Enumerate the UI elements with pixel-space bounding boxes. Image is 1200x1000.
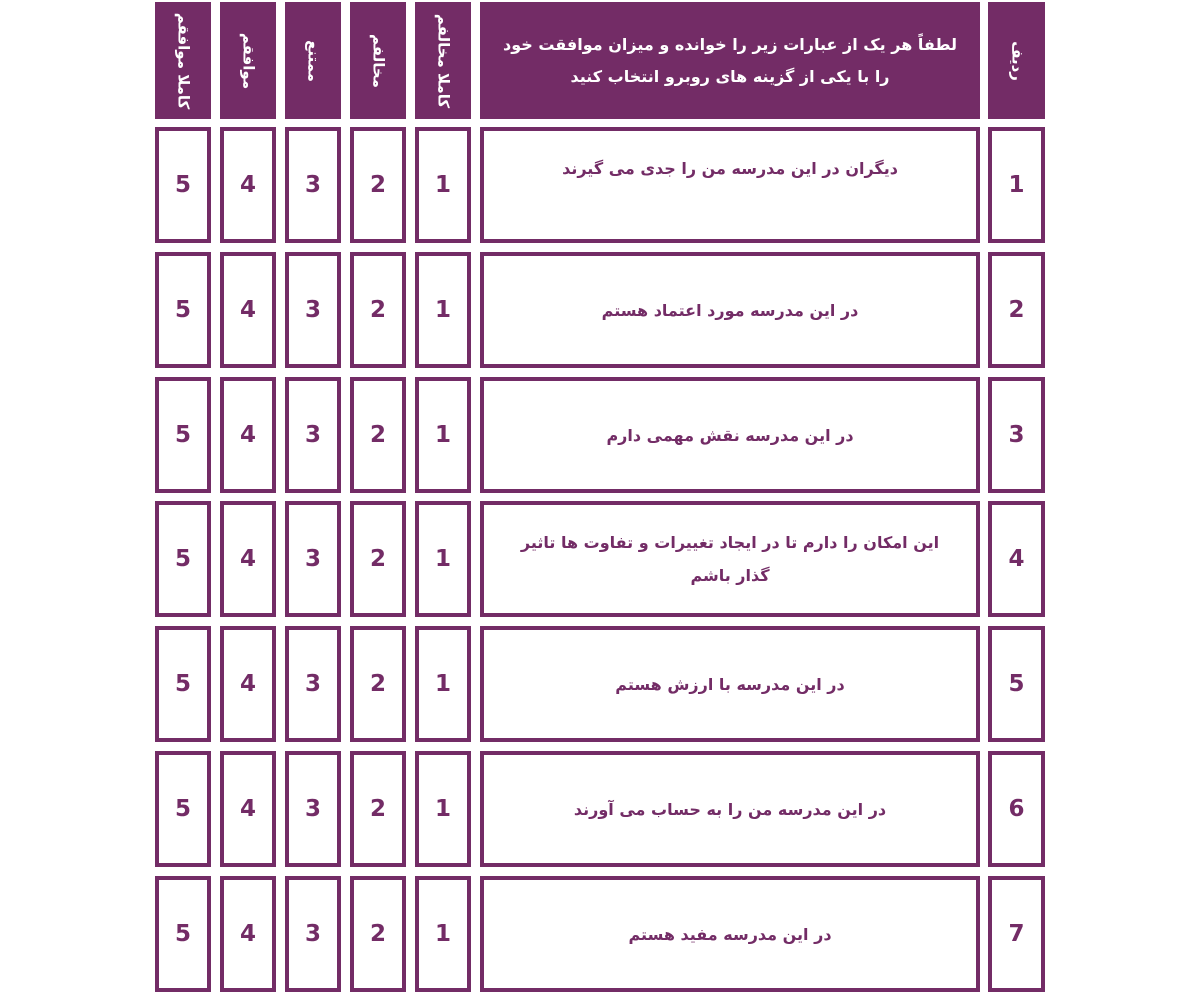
header-agree-label: موافقم xyxy=(239,32,258,89)
score-1-option[interactable]: 1 xyxy=(415,876,471,992)
statement-text: در این مدرسه من را به حساب می آورند xyxy=(573,799,887,819)
statement-text: این امکان را دارم تا در ایجاد تغییرات و تفاوت ها تاثیر گذار باشم xyxy=(520,533,940,585)
score-4-option[interactable]: 4 xyxy=(220,377,276,493)
score-3-option[interactable]: 3 xyxy=(285,626,341,742)
statement-text: در این مدرسه با ارزش هستم xyxy=(615,674,845,694)
score-2-option[interactable]: 2 xyxy=(350,876,406,992)
statement-cell xyxy=(480,876,980,992)
score-5-option[interactable]: 5 xyxy=(155,377,211,493)
score-1-option[interactable]: 1 xyxy=(415,252,471,368)
row-index: 4 xyxy=(988,501,1045,617)
score-5-option[interactable]: 5 xyxy=(155,501,211,617)
statement-text: در این مدرسه مورد اعتماد هستم xyxy=(601,300,859,320)
row-index: 7 xyxy=(988,876,1045,992)
score-4-option[interactable]: 4 xyxy=(220,501,276,617)
score-2-option[interactable]: 2 xyxy=(350,626,406,742)
score-3-option[interactable]: 3 xyxy=(285,876,341,992)
score-5-option[interactable]: 5 xyxy=(155,876,211,992)
score-3-option[interactable]: 3 xyxy=(285,377,341,493)
header-agree xyxy=(220,2,276,119)
score-5-option[interactable]: 5 xyxy=(155,751,211,867)
score-1-option[interactable]: 1 xyxy=(415,377,471,493)
header-disagree-label: مخالفم xyxy=(369,33,388,88)
row-index: 3 xyxy=(988,377,1045,493)
row-index: 6 xyxy=(988,751,1045,867)
header-instruction-label: لطفاً هر یک از عبارات زیر را خوانده و میزان موافقت خود را با یکی از گزینه های روبرو انتخاب کنید xyxy=(503,34,957,86)
score-2-option[interactable]: 2 xyxy=(350,252,406,368)
statement-cell xyxy=(480,377,980,493)
statement-cell xyxy=(480,252,980,368)
statement-cell xyxy=(480,127,980,243)
score-2-option[interactable]: 2 xyxy=(350,127,406,243)
score-3-option[interactable]: 3 xyxy=(285,751,341,867)
score-1-option[interactable]: 1 xyxy=(415,751,471,867)
header-abstain xyxy=(285,2,341,119)
score-4-option[interactable]: 4 xyxy=(220,252,276,368)
row-index: 2 xyxy=(988,252,1045,368)
score-5-option[interactable]: 5 xyxy=(155,626,211,742)
header-instruction xyxy=(480,2,980,119)
statement-text: در این مدرسه مفید هستم xyxy=(628,924,832,944)
header-strongly-agree-label: کاملا موافقم xyxy=(174,12,193,109)
statement-text: دیگران در این مدرسه من را جدی می گیرند xyxy=(562,159,898,178)
score-4-option[interactable]: 4 xyxy=(220,626,276,742)
score-4-option[interactable]: 4 xyxy=(220,876,276,992)
row-index: 1 xyxy=(988,127,1045,243)
score-5-option[interactable]: 5 xyxy=(155,252,211,368)
score-2-option[interactable]: 2 xyxy=(350,751,406,867)
score-4-option[interactable]: 4 xyxy=(220,751,276,867)
header-strongly-disagree xyxy=(415,2,471,119)
score-2-option[interactable]: 2 xyxy=(350,377,406,493)
row-index: 5 xyxy=(988,626,1045,742)
score-2-option[interactable]: 2 xyxy=(350,501,406,617)
header-radif-label: ردیف xyxy=(1008,40,1026,81)
header-radif xyxy=(988,2,1045,119)
score-5-option[interactable]: 5 xyxy=(155,127,211,243)
score-3-option[interactable]: 3 xyxy=(285,127,341,243)
header-strongly-disagree-label: کاملا مخالفم xyxy=(434,13,453,108)
score-3-option[interactable]: 3 xyxy=(285,501,341,617)
score-3-option[interactable]: 3 xyxy=(285,252,341,368)
score-4-option[interactable]: 4 xyxy=(220,127,276,243)
statement-text: در این مدرسه نقش مهمی دارم xyxy=(606,425,854,445)
score-1-option[interactable]: 1 xyxy=(415,501,471,617)
header-abstain-label: ممتنع xyxy=(304,39,323,82)
score-1-option[interactable]: 1 xyxy=(415,127,471,243)
statement-cell xyxy=(480,501,980,617)
statement-cell xyxy=(480,751,980,867)
header-disagree xyxy=(350,2,406,119)
header-strongly-agree xyxy=(155,2,211,119)
statement-cell xyxy=(480,626,980,742)
score-1-option[interactable]: 1 xyxy=(415,626,471,742)
